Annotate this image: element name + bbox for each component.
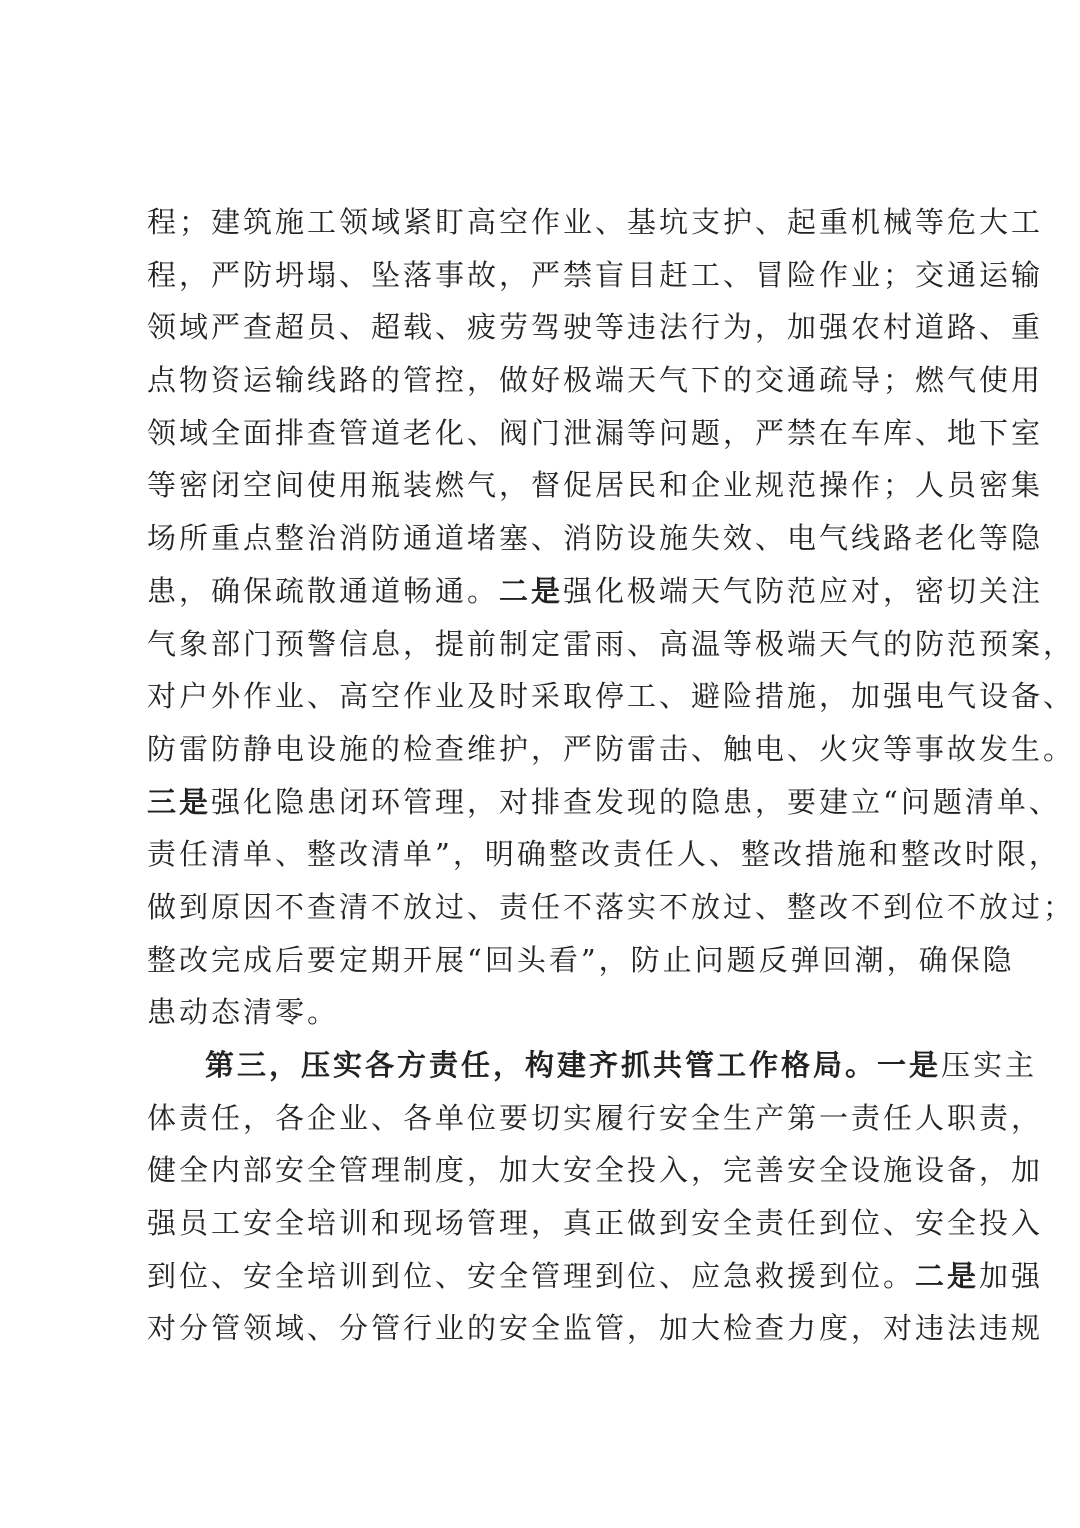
text-run: 强化隐患闭环管理，对排查发现的隐患，要建立“问题清单、 (211, 784, 1061, 819)
text-run: 加强 (979, 1258, 1044, 1293)
text-line: 点物资运输线路的管控，做好极端天气下的交通疏导；燃气使用 (147, 363, 1044, 398)
text-run: 患，确保疏散通道畅通。 (147, 573, 500, 608)
text-line: 患动态清零。 (147, 995, 340, 1030)
section-heading-line (147, 1039, 1038, 1092)
text-line: 做到原因不查清不放过、责任不落实不放过、整改不到位不放过； (147, 889, 1076, 924)
bold-ordinal: 三是 (147, 784, 212, 819)
text-line: 责任清单、整改清单”，明确整改责任人、整改措施和整改时限， (147, 837, 1061, 872)
text-line: 强员工安全培训和现场管理，真正做到安全责任到位、安全投入 (147, 1206, 1044, 1241)
text-line (147, 565, 1044, 618)
text-line: 等密闭空间使用瓶装燃气，督促居民和企业规范操作；人员密集 (147, 468, 1044, 503)
text-line: 体责任，各企业、各单位要切实履行安全生产第一责任人职责， (147, 1100, 1044, 1135)
text-run: 压实主 (941, 1048, 1038, 1082)
text-line (147, 776, 1061, 829)
text-line: 程；建筑施工领域紧盯高空作业、基坑支护、起重机械等危大工 (147, 205, 1044, 239)
text-line: 整改完成后要定期开展“回头看”，防止问题反弹回潮，确保隐 (147, 942, 1015, 977)
text-line: 场所重点整治消防通道堵塞、消防设施失效、电气线路老化等隐 (147, 521, 1044, 556)
text-line: 程，严防坍塌、坠落事故，严禁盲目赶工、冒险作业；交通运输 (147, 257, 1044, 292)
bold-ordinal: 二是 (499, 573, 564, 608)
text-line: 气象部门预警信息，提前制定雷雨、高温等极端天气的防范预案， (147, 626, 1076, 661)
text-line (147, 1250, 1044, 1303)
bold-ordinal: 二是 (915, 1258, 980, 1293)
text-run: 到位、安全培训到位、安全管理到位、应急救援到位。 (147, 1258, 916, 1293)
bold-ordinal: 一是 (877, 1048, 942, 1082)
text-line: 防雷防静电设施的检查维护，严防雷击、触电、火灾等事故发生。 (147, 731, 1076, 766)
text-line: 领域严查超员、超载、疲劳驾驶等违法行为，加强农村道路、重 (147, 310, 1044, 345)
text-line: 对分管领域、分管行业的安全监管，加大检查力度，对违法违规 (147, 1311, 1044, 1346)
text-line: 领域全面排查管道老化、阀门泄漏等问题，严禁在车库、地下室 (147, 415, 1044, 450)
text-run: 强化极端天气防范应对，密切关注 (563, 573, 1044, 608)
section-heading: 第三，压实各方责任，构建齐抓共管工作格局。 (205, 1048, 878, 1082)
body-text (147, 196, 1076, 1355)
text-line: 对户外作业、高空作业及时采取停工、避险措施，加强电气设备、 (147, 679, 1076, 714)
text-line: 健全内部安全管理制度，加大安全投入，完善安全设施设备，加 (147, 1153, 1044, 1188)
